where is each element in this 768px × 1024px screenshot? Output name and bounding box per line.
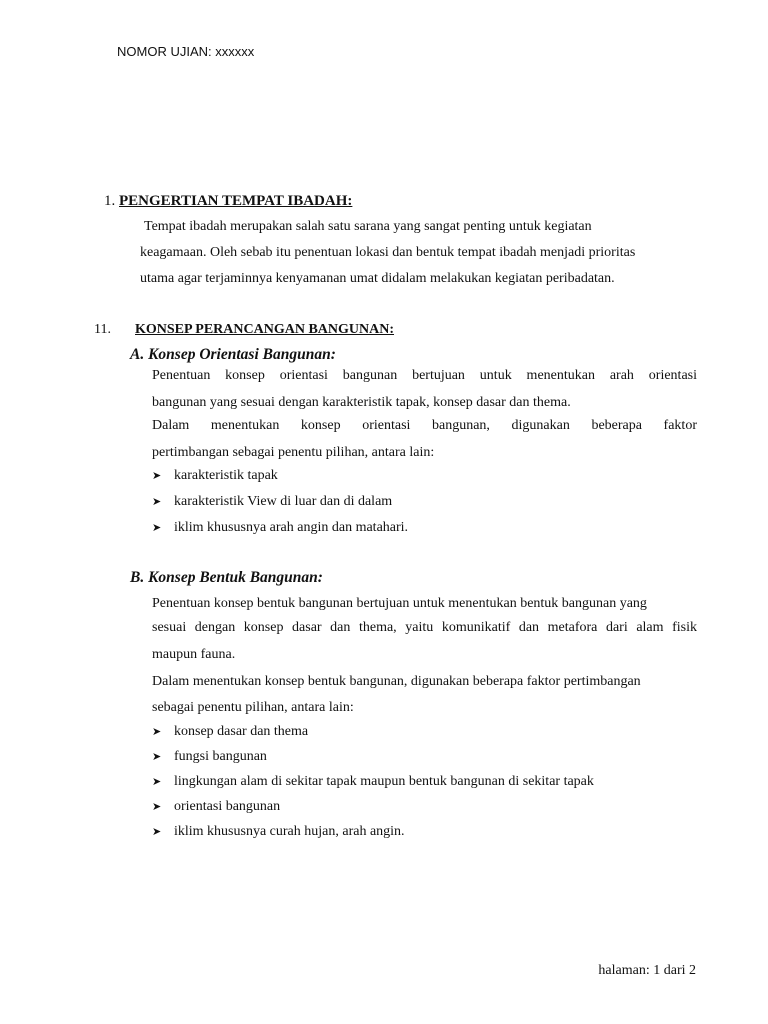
subsection-a-para2-line-2: pertimbangan sebagai penentu pilihan, antara lain: [152, 445, 435, 460]
section-2-title: KONSEP PERANCANGAN BANGUNAN: [135, 322, 395, 337]
bullet-text: orientasi bangunan [174, 799, 281, 814]
bullet-text: fungsi bangunan [174, 749, 267, 764]
subsection-b-para2-line-1: Dalam menentukan konsep bentuk bangunan, digunakan beberapa faktor pertimbangan [152, 674, 641, 689]
section-1-line-3: utama agar terjaminnya kenyamanan umat didalam melakukan kegiatan peribadatan. [140, 271, 615, 286]
section-2-number: 11. [94, 322, 111, 337]
section-1-line-2: keagamaan. Oleh sebab itu penentuan lokasi dan bentuk tempat ibadah menjadi prioritas [140, 245, 636, 260]
subsection-b-para1-line-2: sesuai dengan konsep dasar dan thema, yaitu komunikatif dan metafora dari alam fisik [152, 620, 697, 635]
arrowhead-bullet-icon: ➤ [152, 469, 162, 482]
arrowhead-bullet-icon: ➤ [152, 800, 162, 813]
arrowhead-bullet-icon: ➤ [152, 825, 162, 838]
subsection-b-para1-line-1: Penentuan konsep bentuk bangunan bertujuan untuk menentukan bentuk bangunan yang [152, 596, 647, 611]
arrowhead-bullet-icon: ➤ [152, 775, 162, 788]
subsection-a-para1-line-1: Penentuan konsep orientasi bangunan bertujuan untuk menentukan arah orientasi [152, 368, 697, 383]
subsection-b-para1-line-3: maupun fauna. [152, 647, 236, 662]
arrowhead-bullet-icon: ➤ [152, 521, 162, 534]
section-1-title: PENGERTIAN TEMPAT IBADAH: [119, 193, 353, 209]
bullet-text: iklim khususnya arah angin dan matahari. [174, 520, 409, 535]
bullet-text: konsep dasar dan thema [174, 724, 309, 739]
arrowhead-bullet-icon: ➤ [152, 495, 162, 508]
bullet-text: karakteristik tapak [174, 468, 278, 483]
subsection-a-para2-line-1: Dalam menentukan konsep orientasi bangunan, digunakan beberapa faktor [152, 418, 697, 433]
section-1-number: 1. [104, 193, 116, 209]
subsection-a-para1-line-2: bangunan yang sesuai dengan karakteristik tapak, konsep dasar dan thema. [152, 395, 571, 410]
subsection-a-title: A. Konsep Orientasi Bangunan: [130, 346, 336, 363]
subsection-b-title: B. Konsep Bentuk Bangunan: [130, 569, 323, 586]
arrowhead-bullet-icon: ➤ [152, 725, 162, 738]
bullet-text: karakteristik View di luar dan di dalam [174, 494, 393, 509]
bullet-text: lingkungan alam di sekitar tapak maupun bentuk bangunan di sekitar tapak [174, 774, 594, 789]
section-1-line-1: Tempat ibadah merupakan salah satu sarana yang sangat penting untuk kegiatan [144, 219, 592, 234]
page-number-footer: halaman: 1 dari 2 [598, 963, 696, 978]
bullet-text: iklim khususnya curah hujan, arah angin. [174, 824, 405, 839]
subsection-b-para2-line-2: sebagai penentu pilihan, antara lain: [152, 700, 354, 715]
arrowhead-bullet-icon: ➤ [152, 750, 162, 763]
exam-number-header: NOMOR UJIAN: xxxxxx [117, 44, 255, 59]
